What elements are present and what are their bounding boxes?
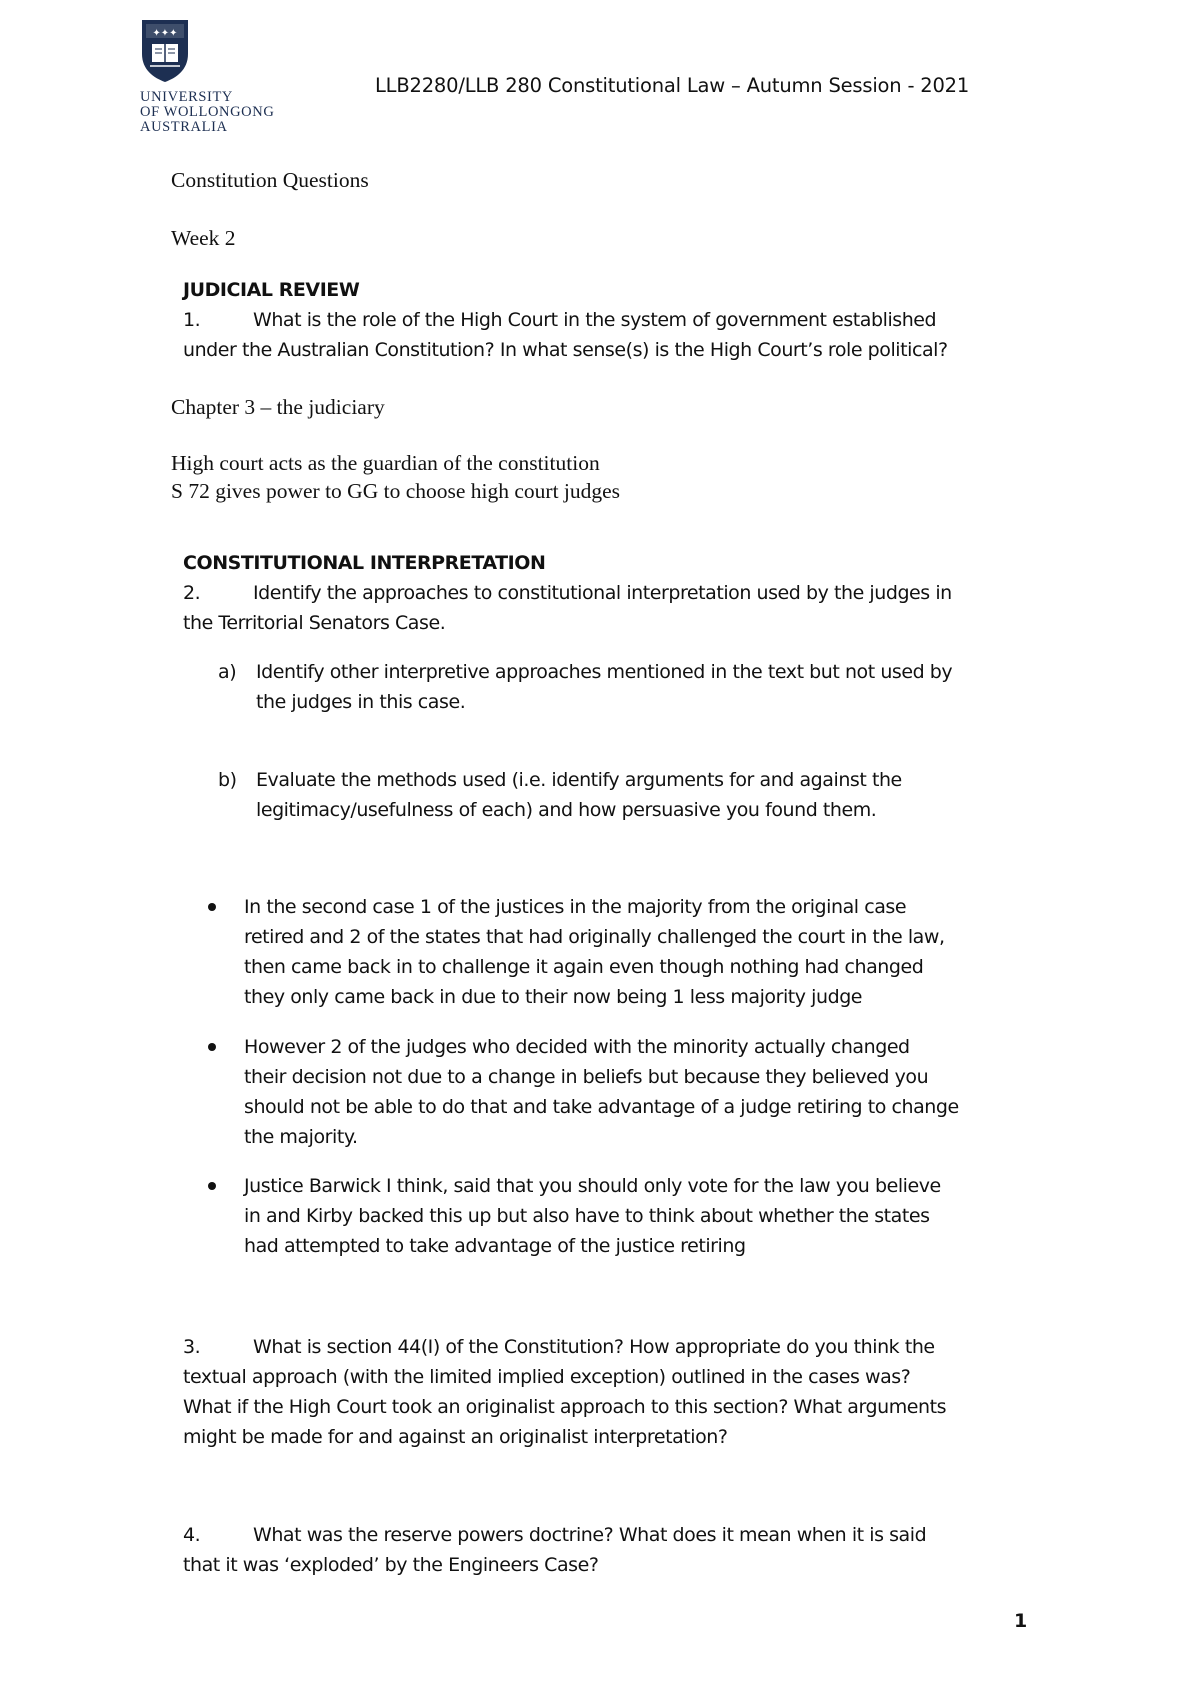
section-heading-constitutional-interpretation: CONSTITUTIONAL INTERPRETATION: [183, 552, 546, 574]
course-header: LLB2280/LLB 280 Constitutional Law – Autumn Session - 2021: [375, 74, 970, 97]
question-text: Identify the approaches to constitutional interpretation used by the judges in: [253, 582, 952, 604]
bullet-2-line-3: should not be able to do that and take advantage of a judge retiring to change: [244, 1096, 959, 1118]
question-2-line-1: [183, 582, 952, 604]
bullet-3-line-1: Justice Barwick I think, said that you should only vote for the law you believe: [244, 1175, 941, 1197]
question-number: 1.: [183, 309, 201, 331]
question-3-line-3: What if the High Court took an originalist approach to this section? What arguments: [183, 1396, 947, 1418]
bullet-3-line-2: in and Kirby backed this up but also have to think about whether the states: [244, 1205, 930, 1227]
document-title: Constitution Questions: [171, 168, 369, 192]
sub-question-a-label: a): [218, 661, 237, 683]
question-text: What is section 44(I) of the Constitution? How appropriate do you think the: [253, 1336, 935, 1358]
question-1-line-2: under the Australian Constitution? In what sense(s) is the High Court’s role political?: [183, 339, 948, 361]
note-chapter: Chapter 3 – the judiciary: [171, 395, 385, 419]
week-label: Week 2: [171, 226, 236, 250]
question-text: What was the reserve powers doctrine? What does it mean when it is said: [253, 1524, 927, 1546]
logo-line-2: OF WOLLONGONG: [140, 104, 275, 120]
bullet-2-line-4: the majority.: [244, 1126, 358, 1148]
question-number: 4.: [183, 1524, 201, 1546]
note-line-2: S 72 gives power to GG to choose high court judges: [171, 479, 621, 503]
question-number: 2.: [183, 582, 201, 604]
logo-line-1: UNIVERSITY: [140, 89, 233, 105]
question-4-line-2: that it was ‘exploded’ by the Engineers Case?: [183, 1554, 599, 1576]
sub-question-b-label: b): [218, 769, 237, 791]
bullet-1-line-1: In the second case 1 of the justices in the majority from the original case: [244, 896, 907, 918]
bullet-1-line-2: retired and 2 of the states that had originally challenged the court in the law,: [244, 926, 945, 948]
question-text: What is the role of the High Court in the system of government established: [253, 309, 937, 331]
sub-question-a-line-1: Identify other interpretive approaches mentioned in the text but not used by: [256, 661, 953, 683]
question-2-line-2: the Territorial Senators Case.: [183, 612, 446, 634]
question-3-line-2: textual approach (with the limited implied exception) outlined in the cases was?: [183, 1366, 911, 1388]
bullet-icon: [208, 1043, 216, 1051]
bullet-1-line-3: then came back in to challenge it again even though nothing had changed: [244, 956, 924, 978]
bullet-1-line-4: they only came back in due to their now being 1 less majority judge: [244, 986, 863, 1008]
university-logo: [140, 18, 290, 138]
question-3-line-4: might be made for and against an originalist interpretation?: [183, 1426, 728, 1448]
university-name: [140, 90, 274, 135]
bullet-icon: [208, 1182, 216, 1190]
bullet-2-line-1: However 2 of the judges who decided with the minority actually changed: [244, 1036, 910, 1058]
note-line-1: High court acts as the guardian of the constitution: [171, 451, 600, 475]
question-4-line-1: [183, 1524, 926, 1546]
bullet-3-line-3: had attempted to take advantage of the justice retiring: [244, 1235, 746, 1257]
section-heading-judicial-review: JUDICIAL REVIEW: [183, 279, 360, 301]
bullet-icon: [208, 903, 216, 911]
question-number: 3.: [183, 1336, 201, 1358]
sub-question-b-line-2: legitimacy/usefulness of each) and how persuasive you found them.: [256, 799, 877, 821]
question-1-line-1: [183, 309, 936, 331]
logo-line-3: AUSTRALIA: [140, 119, 228, 135]
page-number: 1: [1014, 1610, 1028, 1632]
sub-question-b-line-1: Evaluate the methods used (i.e. identify arguments for and against the: [256, 769, 902, 791]
bullet-2-line-2: their decision not due to a change in beliefs but because they believed you: [244, 1066, 929, 1088]
university-crest-icon: [140, 18, 190, 84]
question-3-line-1: [183, 1336, 935, 1358]
sub-question-a-line-2: the judges in this case.: [256, 691, 466, 713]
svg-text:✦✦✦: ✦✦✦: [152, 28, 178, 39]
